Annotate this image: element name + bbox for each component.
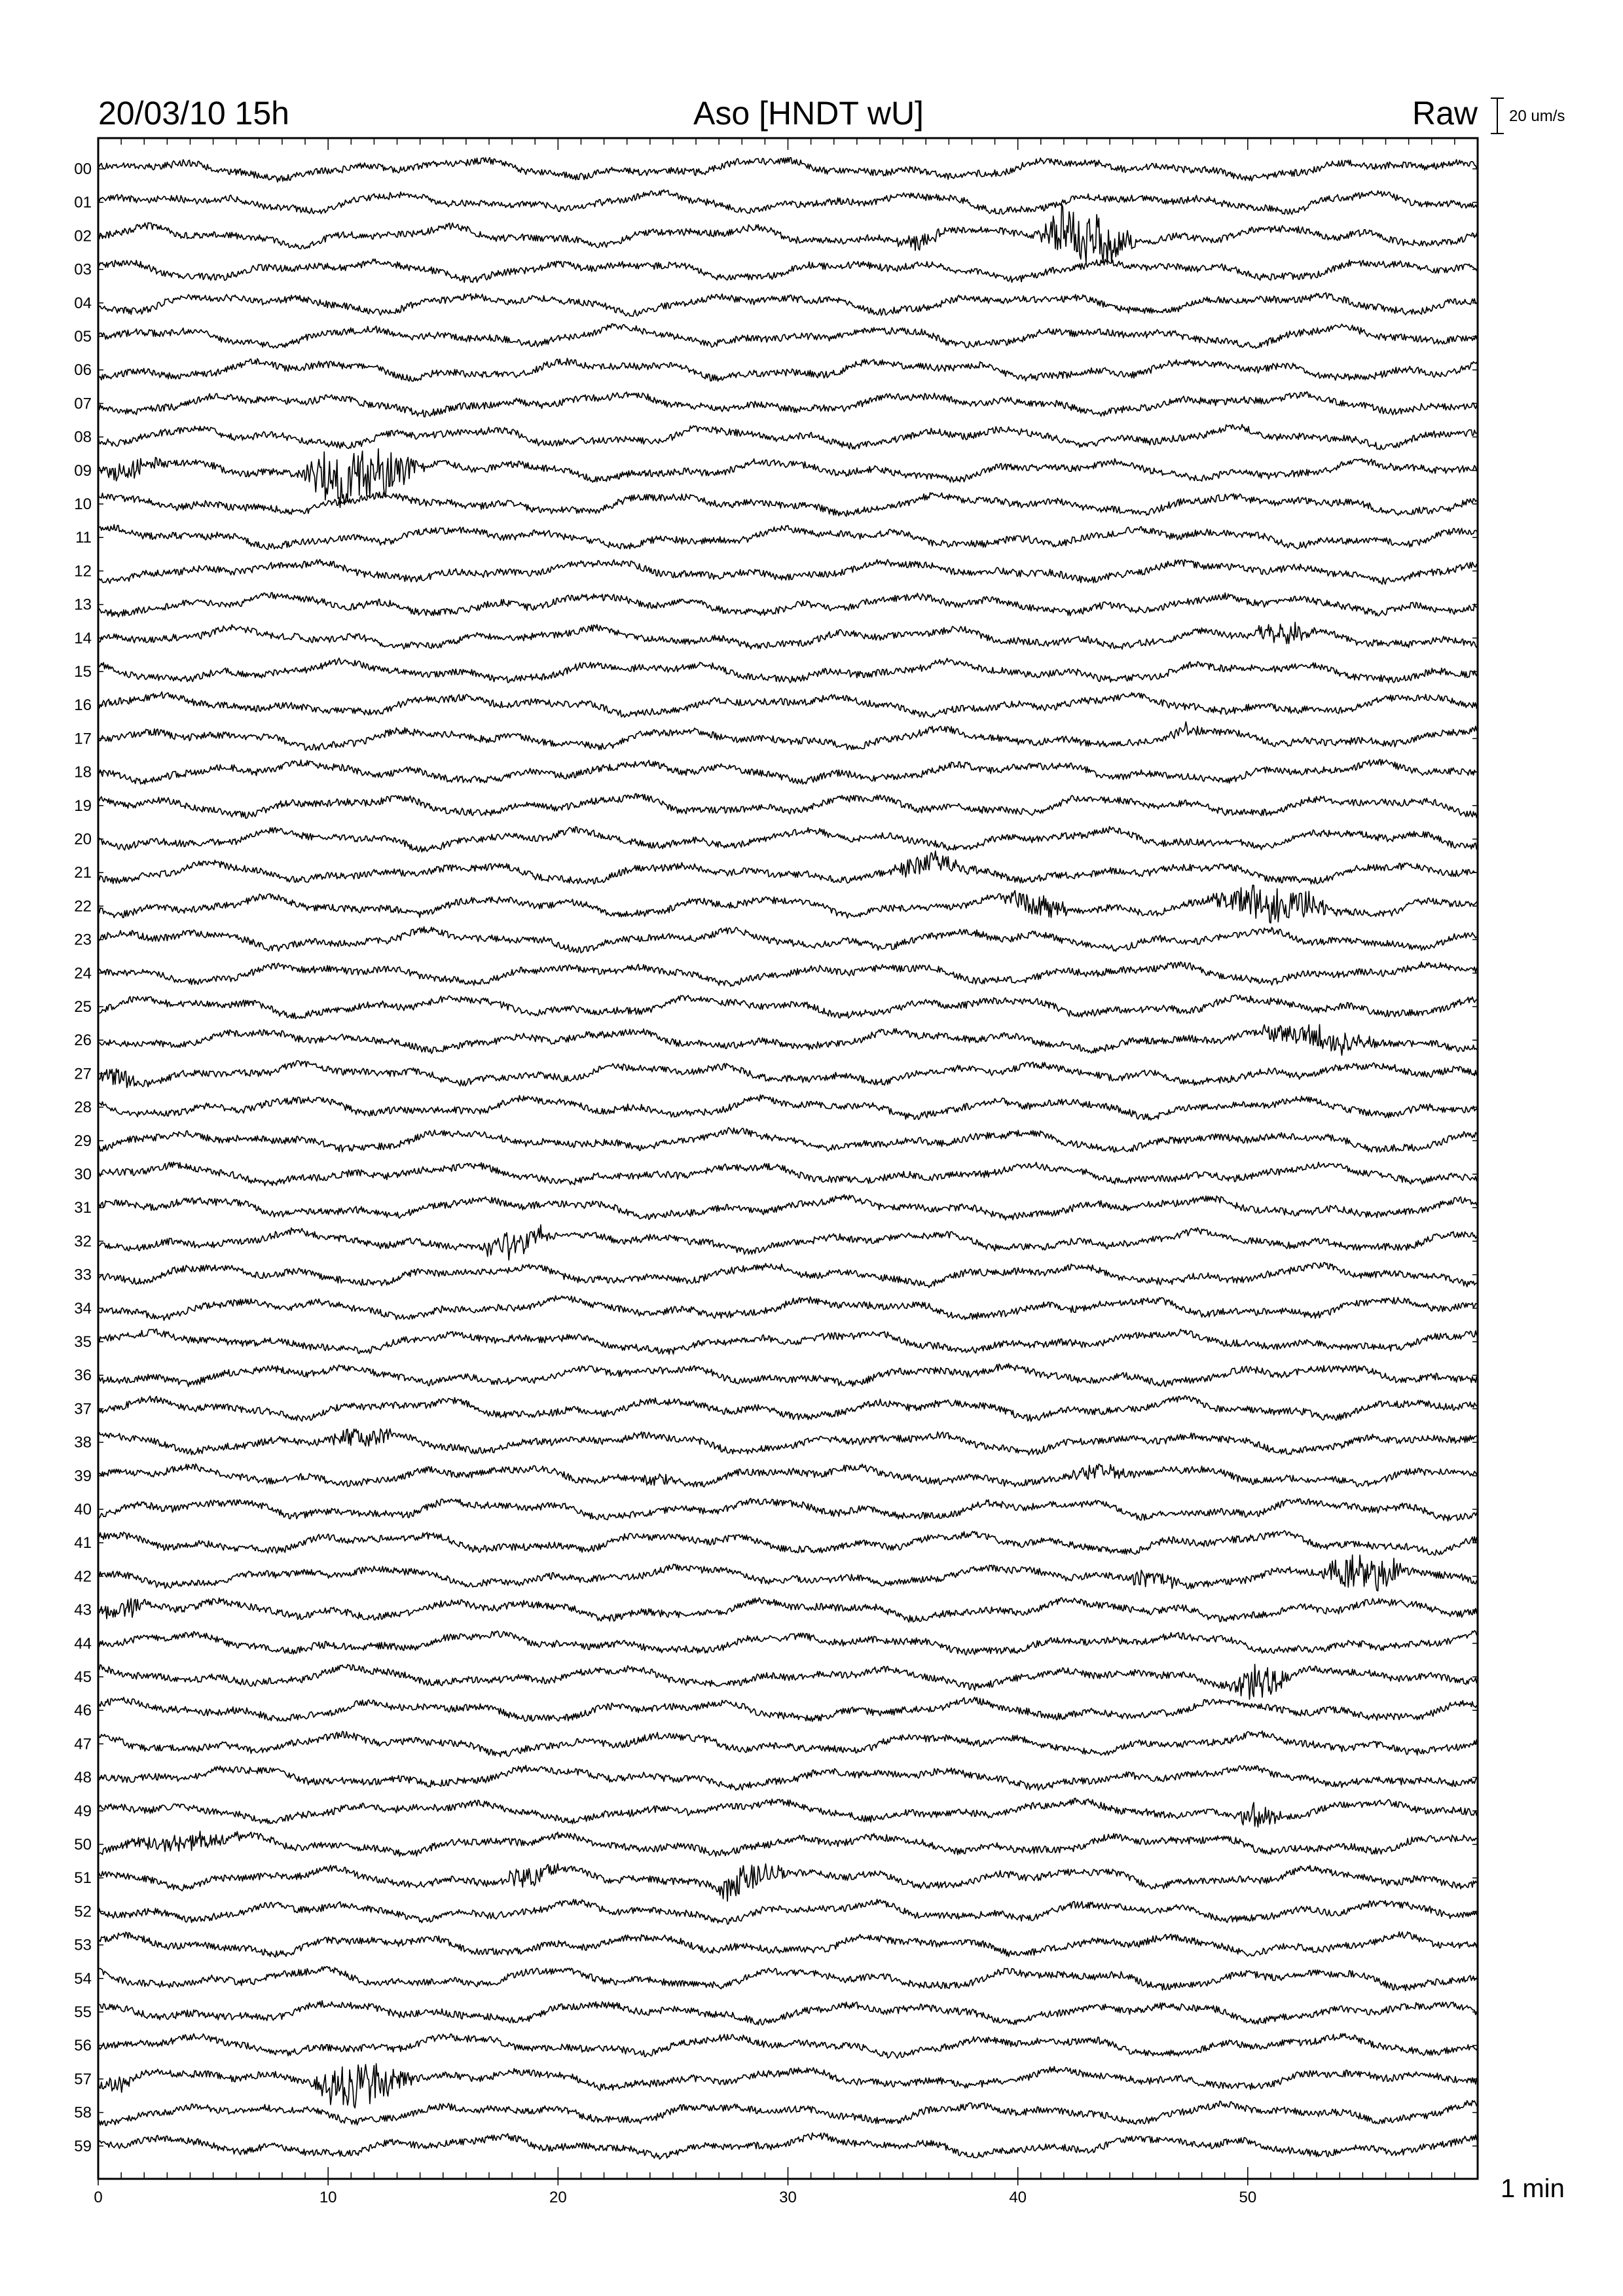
trace-44 (98, 1630, 1478, 1655)
trace-05 (98, 324, 1478, 349)
trace-48 (98, 1765, 1478, 1790)
row-label-28: 28 (74, 1098, 92, 1117)
x-tick-label: 20 (549, 2189, 567, 2206)
x-tick-label: 40 (1009, 2189, 1027, 2206)
row-label-24: 24 (74, 964, 92, 982)
scale-label: 20 um/s (1509, 107, 1565, 125)
row-label-06: 06 (74, 361, 92, 380)
row-label-14: 14 (74, 629, 92, 647)
row-label-27: 27 (74, 1065, 92, 1083)
trace-17 (98, 722, 1478, 751)
row-label-30: 30 (74, 1166, 92, 1183)
trace-32 (98, 1225, 1478, 1260)
row-label-23: 23 (74, 931, 92, 949)
row-label-31: 31 (74, 1199, 92, 1217)
row-label-29: 29 (74, 1132, 92, 1150)
amplitude-scale-bar (1491, 98, 1504, 134)
row-label-47: 47 (74, 1735, 92, 1753)
x-tick-label: 0 (94, 2189, 103, 2206)
trace-33 (98, 1263, 1478, 1287)
row-label-13: 13 (74, 596, 92, 614)
row-label-59: 59 (74, 2137, 92, 2155)
trace-19 (98, 794, 1478, 819)
row-label-03: 03 (74, 260, 92, 279)
trace-36 (98, 1363, 1478, 1386)
trace-34 (98, 1296, 1478, 1321)
trace-28 (98, 1095, 1478, 1120)
trace-15 (98, 658, 1478, 683)
row-label-41: 41 (74, 1534, 92, 1552)
row-label-15: 15 (74, 663, 92, 681)
row-label-46: 46 (74, 1702, 92, 1720)
trace-51 (98, 1864, 1478, 1901)
row-label-50: 50 (74, 1836, 92, 1854)
row-label-08: 08 (74, 428, 92, 446)
trace-08 (98, 425, 1478, 450)
row-label-54: 54 (74, 1969, 92, 1988)
trace-49 (98, 1799, 1478, 1827)
trace-18 (98, 759, 1478, 784)
trace-31 (98, 1194, 1478, 1220)
row-label-07: 07 (74, 395, 92, 413)
row-label-40: 40 (74, 1501, 92, 1518)
row-label-09: 09 (74, 461, 92, 480)
trace-53 (98, 1932, 1478, 1958)
row-label-19: 19 (74, 797, 92, 815)
trace-23 (98, 927, 1478, 953)
trace-21 (98, 851, 1478, 884)
trace-12 (98, 560, 1478, 584)
trace-55 (98, 2001, 1478, 2025)
row-label-48: 48 (74, 1768, 92, 1787)
chart-mode: Raw (1412, 95, 1478, 132)
trace-01 (98, 190, 1478, 214)
trace-20 (98, 827, 1478, 852)
x-tick-label: 30 (779, 2189, 797, 2206)
trace-26 (98, 1024, 1478, 1055)
trace-46 (98, 1697, 1478, 1721)
row-label-45: 45 (74, 1668, 92, 1686)
trace-37 (98, 1396, 1478, 1422)
trace-39 (98, 1464, 1478, 1487)
trace-50 (98, 1831, 1478, 1856)
x-tick-label: 10 (319, 2189, 337, 2206)
chart-title: Aso [HNDT wU] (693, 95, 924, 132)
row-label-00: 00 (74, 160, 92, 178)
row-label-58: 58 (74, 2104, 92, 2122)
trace-03 (98, 259, 1478, 283)
trace-38 (98, 1429, 1478, 1455)
trace-04 (98, 293, 1478, 316)
row-label-17: 17 (74, 730, 92, 748)
row-label-26: 26 (74, 1031, 92, 1050)
trace-10 (98, 492, 1478, 516)
row-label-25: 25 (74, 998, 92, 1016)
trace-54 (98, 1967, 1478, 1990)
chart-datetime: 20/03/10 15h (98, 95, 289, 132)
trace-57 (98, 2064, 1478, 2108)
row-label-22: 22 (74, 897, 92, 916)
row-label-56: 56 (74, 2037, 92, 2055)
row-label-57: 57 (74, 2070, 92, 2089)
trace-52 (98, 1899, 1478, 1924)
row-label-02: 02 (74, 227, 92, 245)
x-axis-unit-label: 1 min (1501, 2174, 1565, 2203)
trace-11 (98, 525, 1478, 550)
trace-42 (98, 1555, 1478, 1591)
row-label-51: 51 (74, 1869, 92, 1888)
trace-00 (98, 158, 1478, 182)
row-label-11: 11 (75, 529, 92, 547)
trace-58 (98, 2100, 1478, 2125)
trace-group (98, 158, 1478, 2159)
row-label-35: 35 (74, 1333, 92, 1351)
row-label-05: 05 (74, 328, 92, 346)
row-label-33: 33 (74, 1266, 92, 1284)
row-label-04: 04 (74, 294, 92, 312)
row-label-16: 16 (74, 696, 92, 715)
row-labels (74, 160, 92, 2155)
row-label-34: 34 (74, 1299, 92, 1318)
trace-29 (98, 1128, 1478, 1153)
trace-59 (98, 2133, 1478, 2159)
trace-27 (98, 1061, 1478, 1088)
trace-45 (98, 1664, 1478, 1699)
trace-13 (98, 592, 1478, 617)
row-label-12: 12 (74, 562, 92, 581)
trace-41 (98, 1531, 1478, 1555)
x-tick-label: 50 (1239, 2189, 1257, 2206)
trace-40 (98, 1498, 1478, 1521)
x-axis (94, 2179, 1256, 2206)
trace-02 (98, 204, 1478, 264)
row-label-43: 43 (74, 1601, 92, 1619)
row-label-39: 39 (74, 1467, 92, 1485)
trace-35 (98, 1329, 1478, 1354)
row-label-01: 01 (74, 194, 92, 212)
trace-24 (98, 962, 1478, 986)
row-label-37: 37 (74, 1400, 92, 1418)
row-label-20: 20 (74, 831, 92, 848)
trace-30 (98, 1162, 1478, 1186)
row-label-55: 55 (74, 2003, 92, 2021)
row-label-53: 53 (74, 1936, 92, 1954)
row-label-36: 36 (74, 1367, 92, 1385)
row-label-44: 44 (74, 1634, 92, 1653)
row-label-49: 49 (74, 1802, 92, 1820)
trace-56 (98, 2034, 1478, 2058)
trace-43 (98, 1598, 1478, 1622)
trace-25 (98, 995, 1478, 1018)
trace-16 (98, 692, 1478, 717)
trace-14 (98, 622, 1478, 649)
row-label-52: 52 (74, 1903, 92, 1921)
trace-06 (98, 359, 1478, 382)
trace-07 (98, 392, 1478, 417)
row-label-32: 32 (74, 1232, 92, 1251)
trace-47 (98, 1731, 1478, 1757)
trace-09 (98, 449, 1478, 508)
row-label-38: 38 (74, 1433, 92, 1452)
row-label-21: 21 (74, 864, 92, 882)
row-label-18: 18 (74, 763, 92, 781)
trace-22 (98, 885, 1478, 923)
row-label-42: 42 (74, 1568, 92, 1586)
row-label-10: 10 (74, 495, 92, 513)
